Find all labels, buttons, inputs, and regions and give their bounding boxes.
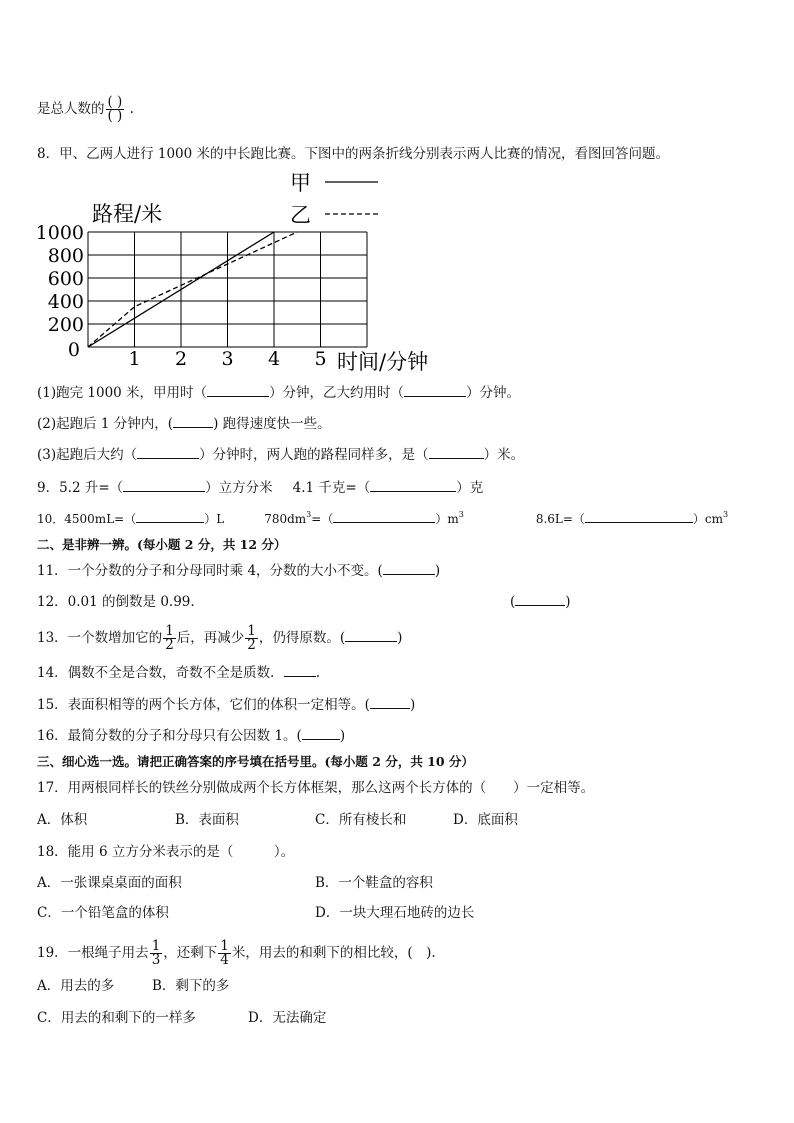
q10-c: 780dm xyxy=(264,512,307,526)
q13-a: 13．一个数增加它的 xyxy=(37,630,163,646)
legend-label: 乙 xyxy=(290,203,311,227)
q9-c: 4.1 千克=（ xyxy=(292,480,371,496)
answer-blank[interactable] xyxy=(585,510,693,523)
q8-sub3-pre: (3)起跑后大约（ xyxy=(37,447,138,463)
q19-frac-2 xyxy=(218,940,231,967)
q13-frac-1-num: 1 xyxy=(165,623,174,639)
q19-frac-2-num: 1 xyxy=(220,938,229,954)
series-line-2 xyxy=(88,232,297,347)
q8-sub3-post: ）米。 xyxy=(483,447,525,463)
answer-blank[interactable] xyxy=(515,593,565,606)
q19-a: 19．一根绳子用去 xyxy=(37,945,149,961)
answer-blank[interactable] xyxy=(333,510,435,523)
q17-option-d[interactable]: D．底面积 xyxy=(453,812,518,828)
q13-frac-1 xyxy=(163,625,176,652)
q7-end: . xyxy=(129,101,134,117)
answer-blank[interactable] xyxy=(370,479,456,492)
q13-c: ，仍得原数。( xyxy=(258,630,346,646)
q8-sub2-pre: (2)起跑后 1 分钟内，( xyxy=(37,416,174,432)
q8-title: 8．甲、乙两人进行 1000 米的中长跑比赛。下图中的两条折线分别表示两人比赛的情况，看图回答问题。 xyxy=(37,146,670,162)
x-tick-label: 1 xyxy=(128,348,141,370)
q18-option-b[interactable]: B．一个鞋盒的容积 xyxy=(315,875,433,891)
q13-frac-2-den: 2 xyxy=(247,637,256,653)
chart-legend xyxy=(290,171,378,227)
answer-blank[interactable] xyxy=(429,446,484,459)
q17: 17．用两根同样长的铁丝分别做成两个长方体框架，那么这两个长方体的（ ）一定相等。 xyxy=(37,780,595,796)
chart-series xyxy=(88,232,297,347)
q15-text: 15．表面积相等的两个长方体，它们的体积一定相等。( xyxy=(37,697,370,713)
section-3-heading: 三、细心选一选。请把正确答案的序号填在括号里。(每小题 2 分，共 10 分） xyxy=(37,754,474,769)
q11 xyxy=(37,562,440,580)
q17-option-c[interactable]: C．所有棱长和 xyxy=(315,812,407,828)
q19-c: 米，用去的和剩下的相比较，( ). xyxy=(231,945,436,961)
q7-fraction xyxy=(106,96,125,123)
q7-text: 是总人数的 xyxy=(37,101,105,117)
q16-text: 16．最简分数的分子和分母只有公因数 1。( xyxy=(37,728,302,744)
q12-text: 12．0.01 的倒数是 0.99. xyxy=(37,594,195,610)
x-tick-label: 2 xyxy=(174,348,188,370)
q8-sub2-post: ) 跑得速度快一些。 xyxy=(213,416,331,432)
answer-blank[interactable] xyxy=(284,664,316,677)
answer-blank[interactable] xyxy=(302,727,340,740)
q12-answer xyxy=(510,593,571,611)
q10-d: ）m xyxy=(435,512,459,526)
q7-frac-num: ( ) xyxy=(107,94,123,110)
q13-b: 后，再减少 xyxy=(176,630,245,646)
q19-option-d[interactable]: D．无法确定 xyxy=(248,1010,327,1026)
q11-text: 11．一个分数的分子和分母同时乘 4，分数的大小不变。( xyxy=(37,563,383,579)
q18-option-a[interactable]: A．一张课桌桌面的面积 xyxy=(37,875,182,891)
q14-text: 14．偶数不全是合数，奇数不全是质数． xyxy=(37,665,284,681)
q8-sub2 xyxy=(37,415,331,433)
answer-blank[interactable] xyxy=(136,510,204,523)
q15-close: ) xyxy=(409,697,416,713)
q10-e: 8.6L=（ xyxy=(535,512,585,526)
q19-b: ，还剩下 xyxy=(163,945,218,961)
y-tick-label: 1000 xyxy=(35,222,84,244)
q10-a: 10．4500mL=（ xyxy=(37,512,137,526)
q8-sub3-mid: ）分钟时，两人跑的路程同样多，是（ xyxy=(199,447,429,463)
section-2-heading: 二、是非辨一辨。(每小题 2 分，共 12 分） xyxy=(37,537,287,552)
q11-close: ) xyxy=(434,563,441,579)
q14-end: . xyxy=(315,665,320,681)
q8-sub3 xyxy=(37,446,524,464)
q19-frac-2-den: 4 xyxy=(220,952,229,968)
y-axis-label: 路程/米 xyxy=(92,202,163,226)
q13-frac-2-num: 1 xyxy=(247,623,256,639)
chart-grid xyxy=(88,232,367,347)
q8-sub1-pre: (1)跑完 1000 米，甲用时（ xyxy=(37,385,208,401)
q7-tail xyxy=(37,96,134,123)
q8-sub1-post: ）分钟。 xyxy=(466,385,521,401)
q18-option-c[interactable]: C．一个铅笔盒的体积 xyxy=(37,905,169,921)
q19-frac-1-num: 1 xyxy=(151,938,161,954)
answer-blank[interactable] xyxy=(345,629,397,642)
q12-open: ( xyxy=(510,594,516,610)
q19-frac-1 xyxy=(150,940,163,967)
q8-sub1-mid: ）分钟，乙大约用时（ xyxy=(269,385,405,401)
x-tick-label: 5 xyxy=(314,348,327,370)
q7-frac-den: ( ) xyxy=(107,108,123,124)
q10-b: ）L xyxy=(204,512,225,526)
x-axis-label: 时间/分钟 xyxy=(337,350,429,374)
answer-blank[interactable] xyxy=(137,446,199,459)
q19 xyxy=(37,940,436,967)
q13-frac-2 xyxy=(245,625,258,652)
q16 xyxy=(37,727,345,745)
q9-a: 9．5.2 升=（ xyxy=(37,480,124,496)
q17-option-a[interactable]: A．体积 xyxy=(37,812,88,828)
q12 xyxy=(37,593,195,611)
q19-option-a[interactable]: A．用去的多 xyxy=(37,978,115,994)
answer-blank[interactable] xyxy=(383,562,435,575)
answer-blank[interactable] xyxy=(123,479,205,492)
q10-d-sup: 3 xyxy=(458,510,464,519)
q13 xyxy=(37,625,402,652)
q10-f: ）cm xyxy=(692,512,724,526)
q15 xyxy=(37,696,415,714)
q13-close: ) xyxy=(397,630,403,646)
answer-blank[interactable] xyxy=(207,384,269,397)
q9-b: ）立方分米 xyxy=(205,480,273,496)
answer-blank[interactable] xyxy=(404,384,466,397)
q9 xyxy=(37,479,483,497)
legend-label: 甲 xyxy=(290,171,311,195)
y-tick-label: 200 xyxy=(47,314,84,336)
q19-option-b[interactable]: B．剩下的多 xyxy=(152,978,230,994)
q17-option-b[interactable]: B．表面积 xyxy=(175,812,239,828)
y-tick-label: 600 xyxy=(47,268,84,290)
q18-option-d[interactable]: D．一块大理石地砖的边长 xyxy=(315,905,475,921)
origin-label: 0 xyxy=(67,339,80,361)
q12-close: ) xyxy=(565,594,571,610)
answer-blank[interactable] xyxy=(370,696,410,709)
x-tick-label: 4 xyxy=(267,348,281,370)
x-tick-label: 3 xyxy=(221,348,234,370)
q13-frac-1-den: 2 xyxy=(165,637,174,653)
q10 xyxy=(37,510,728,528)
q19-frac-1-den: 3 xyxy=(151,952,161,968)
q19-option-c[interactable]: C．用去的和剩下的一样多 xyxy=(37,1010,196,1026)
q14 xyxy=(37,664,320,682)
answer-blank[interactable] xyxy=(173,415,213,428)
q18: 18．能用 6 立方分米表示的是（ ）。 xyxy=(37,844,295,860)
run-chart xyxy=(0,168,794,383)
q8-sub1 xyxy=(37,384,520,402)
y-tick-label: 800 xyxy=(47,245,84,267)
q9-d: ）克 xyxy=(456,480,484,496)
q10-c2: =（ xyxy=(311,512,334,526)
y-tick-label: 400 xyxy=(47,291,84,313)
q10-c-sup: 3 xyxy=(306,510,312,519)
q10-f-sup: 3 xyxy=(723,510,729,519)
q16-close: ) xyxy=(339,728,346,744)
